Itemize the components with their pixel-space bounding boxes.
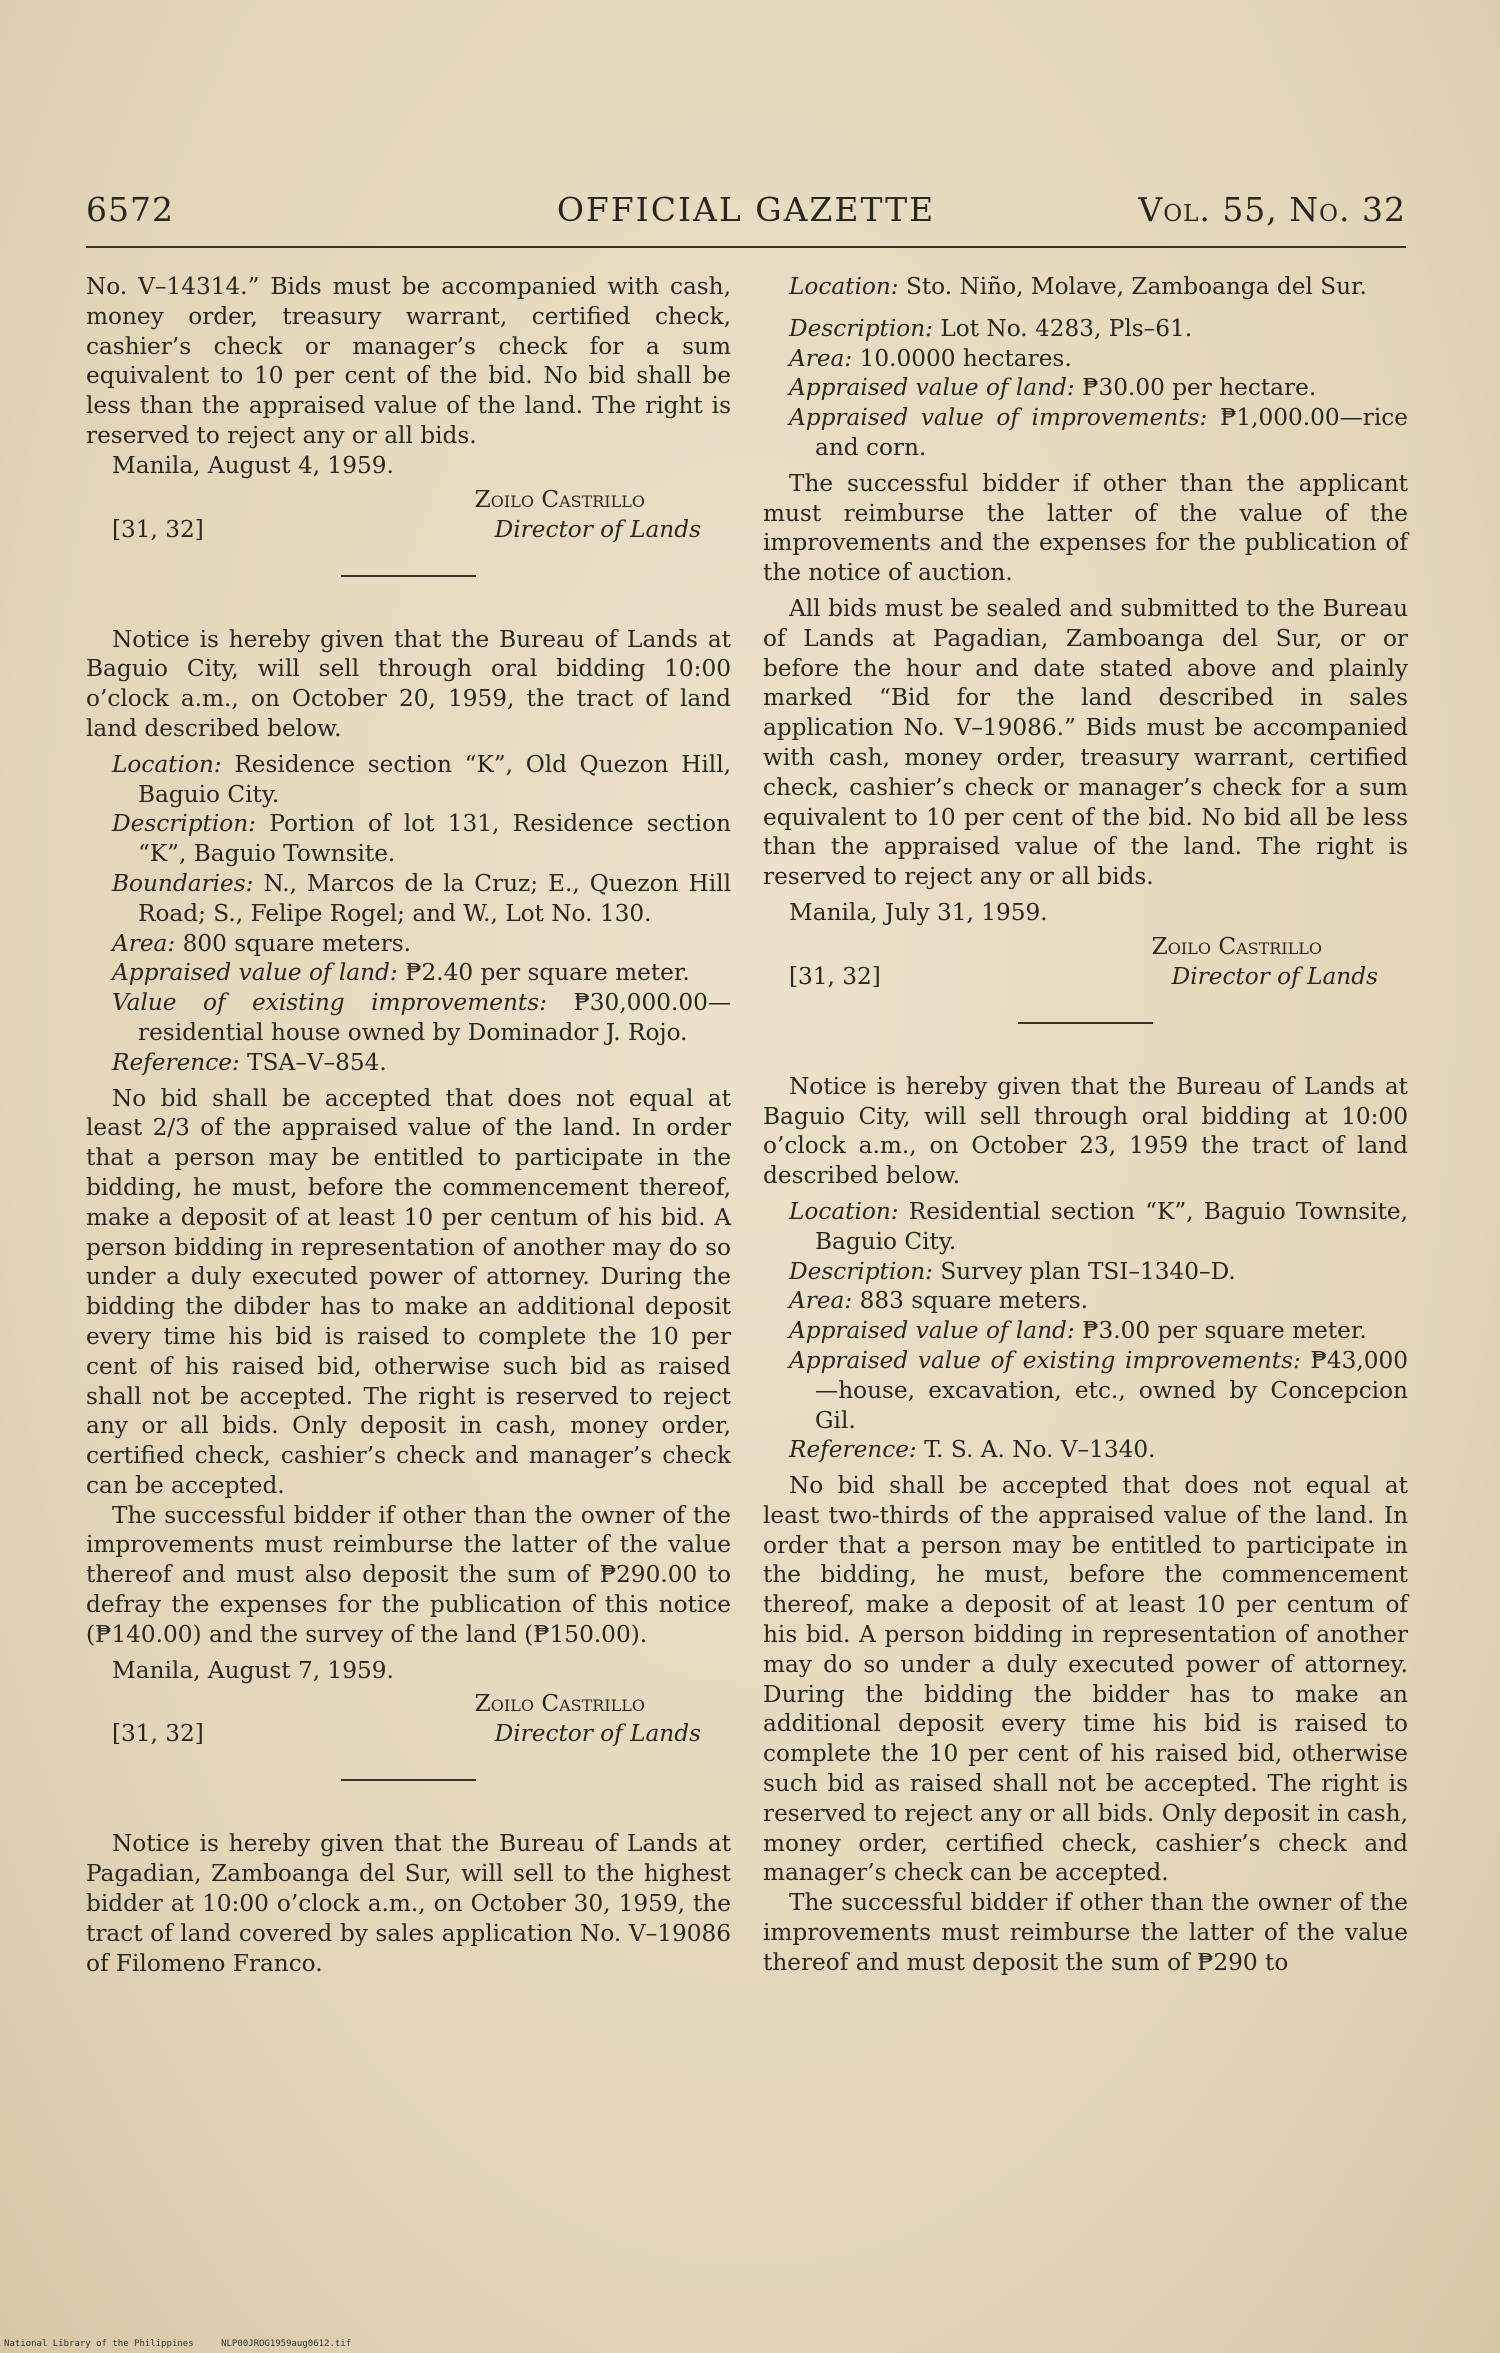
- scan-footer: [4, 2339, 373, 2349]
- notice4-appraised: Appraised value of land: ₱3.00 per square meter.: [789, 1317, 1367, 1345]
- notice1-signature: [86, 485, 731, 547]
- notice3-intro: Notice is hereby given that the Bureau of Lands at Pagadian, Zamboanga del Sur, will sell to the highest bidder at 10:00 o’clock a.m., on October 30, 1959, the tract of land covered by sales application No. V–19086 of Filomeno Franco.: [86, 1830, 731, 1977]
- notice2-location: Location: Residence section “K”, Old Quezon Hill, Baguio City.: [112, 750, 731, 808]
- notice4-location: Location: Residential section “K”, Baguio Townsite, Baguio City.: [789, 1197, 1408, 1255]
- section-divider: [341, 1779, 476, 1781]
- notice3-body2: All bids must be sealed and submitted to the Bureau of Lands at Pagadian, Zamboanga del Sur, or or before the hour and date stated above and plainly marked “Bid for the land described in sales application No. V–19086.” Bids must be accompanied with cash, money order, treasury warrant, certified check, cashier’s check or manager’s check for a sum equivalent to 10 per cent of the bid. No bid all be less than the appraised value of the land. The right is reserved to reject any or all bids.: [763, 594, 1408, 891]
- signatory-name: Zoilo Castrillo: [474, 485, 645, 513]
- notice4-body1: No bid shall be accepted that does not equal at least two-thirds of the appraised value of the land. In order that a person may be entitled to participate in the bidding, he must, before the commencement thereof, make a deposit of at least 10 per centum of his bid. A person bidding in representation of another may do so under a duly executed power of attorney. During the bidding the bidder has to make an additional deposit every time his bid is raised to complete the 10 per cent of his raised bid, otherwise such bid as raised shall not be accepted. The right is reserved to reject any or all bids. Only deposit in cash, money order, certified check, cashier’s check and manager’s check can be accepted.: [763, 1472, 1408, 1887]
- notice3-description: Description: Lot No. 4283, Pls–61.: [789, 314, 1193, 342]
- notice2-signature: [86, 1689, 731, 1751]
- notice2-improvements: Value of existing improvements: ₱30,000.00—residential house owned by Dominador J. Rojo.: [112, 989, 732, 1046]
- notice1-date: Manila, August 4, 1959.: [112, 451, 394, 479]
- notice2-appraised: Appraised value of land: ₱2.40 per square meter.: [112, 959, 690, 987]
- notice3-area: Area: 10.0000 hectares.: [789, 344, 1072, 372]
- issue-reference: [31, 32]: [789, 962, 881, 990]
- notice2-date: Manila, August 7, 1959.: [112, 1656, 394, 1684]
- notice4-intro: Notice is hereby given that the Bureau of Lands at Baguio City, will sell through oral bidding at 10:00 o’clock a.m., on October 23, 1959 the tract of land described below.: [763, 1072, 1408, 1190]
- issue-reference: [31, 32]: [112, 515, 204, 543]
- notice2-body1: No bid shall be accepted that does not equal at least 2/3 of the appraised value of the land. In order that a person may be entitled to participate in the bidding, he must, before the commencement thereof, make a deposit of at least 10 per centum of his bid. A person bidding in representation of another may do so under a duly executed power of attorney. During the bidding the dibder has to make an additional deposit every time his bid is raised to complete the 10 per cent of his raised bid, otherwise such bid as raised shall not be accepted. The right is reserved to reject any or all bids. Only deposit in cash, money order, certified check, cashier’s check and manager’s check can be accepted.: [86, 1084, 731, 1499]
- notice4-area: Area: 883 square meters.: [789, 1287, 1088, 1315]
- signatory-name: Zoilo Castrillo: [1151, 932, 1322, 960]
- notice2-boundaries: Boundaries: N., Marcos de la Cruz; E., Quezon Hill Road; S., Felipe Rogel; and W., Lot No. 130.: [112, 869, 731, 927]
- notice2-body2: The successful bidder if other than the owner of the improvements must reimburse the latter of the value thereof and must also deposit the sum of ₱290.00 to defray the expenses for the publication of this notice (₱140.00) and the survey of the land (₱150.00).: [86, 1501, 731, 1648]
- right-column: [763, 272, 1408, 1978]
- header-rule: [86, 246, 1406, 248]
- notice3-appraised: Appraised value of land: ₱30.00 per hectare.: [789, 374, 1317, 402]
- signatory-name: Zoilo Castrillo: [474, 1690, 645, 1718]
- issue-reference: [31, 32]: [112, 1720, 204, 1748]
- notice4-improvements: Appraised value of existing improvements: ₱43,000—house, excavation, etc., owned by Concepcion Gil.: [789, 1346, 1409, 1434]
- notice3-body1: The successful bidder if other than the applicant must reimburse the latter of the value of the improvements and the expenses for the publication of the notice of auction.: [763, 469, 1408, 587]
- notice3-date: Manila, July 31, 1959.: [789, 898, 1048, 926]
- notice2-description: Description: Portion of lot 131, Residence section “K”, Baguio Townsite.: [112, 810, 731, 868]
- library-credit: National Library of the Philippines: [4, 2339, 194, 2349]
- page-number: 6572: [86, 190, 174, 229]
- notice2-intro: Notice is hereby given that the Bureau of Lands at Baguio City, will sell through oral bidding 10:00 o’clock a.m., on October 20, 1959, the tract of land land described below.: [86, 625, 731, 742]
- notice3-location: Location: Sto. Niño, Molave, Zamboanga del Sur.: [789, 273, 1367, 300]
- section-divider: [1018, 1022, 1153, 1024]
- running-head: [86, 190, 1406, 240]
- notice2-reference: Reference: TSA–V–854.: [112, 1048, 387, 1076]
- scan-filename: NLP00JROG1959aug0612.tif: [221, 2339, 352, 2349]
- notice4-body2: The successful bidder if other than the owner of the improvements must reimburse the latter of the value thereof and must deposit the sum of ₱290 to: [763, 1889, 1408, 1976]
- notice2-area: Area: 800 square meters.: [112, 929, 411, 957]
- publication-title: OFFICIAL GAZETTE: [556, 190, 936, 229]
- signatory-title: Director of Lands: [1171, 962, 1378, 990]
- notice3-signature: [763, 932, 1408, 994]
- notice3-improvements: Appraised value of improvements: ₱1,000.00—rice and corn.: [789, 404, 1408, 461]
- notice4-description: Description: Survey plan TSI–1340–D.: [789, 1257, 1236, 1285]
- left-column: [86, 272, 731, 1984]
- notice4-reference: Reference: T. S. A. No. V–1340.: [789, 1436, 1156, 1464]
- section-divider: [341, 575, 476, 577]
- signatory-title: Director of Lands: [494, 1720, 701, 1748]
- volume-number: Vol. 55, No. 32: [1138, 190, 1406, 229]
- signatory-title: Director of Lands: [494, 515, 701, 543]
- notice1-continuation: No. V–14314.” Bids must be accompanied with cash, money order, treasury warrant, certified check, cashier’s check or manager’s check for a sum equivalent to 10 per cent of the bid. No bid shall be less than the appraised value of the land. The right is reserved to reject any or all bids.: [86, 273, 731, 449]
